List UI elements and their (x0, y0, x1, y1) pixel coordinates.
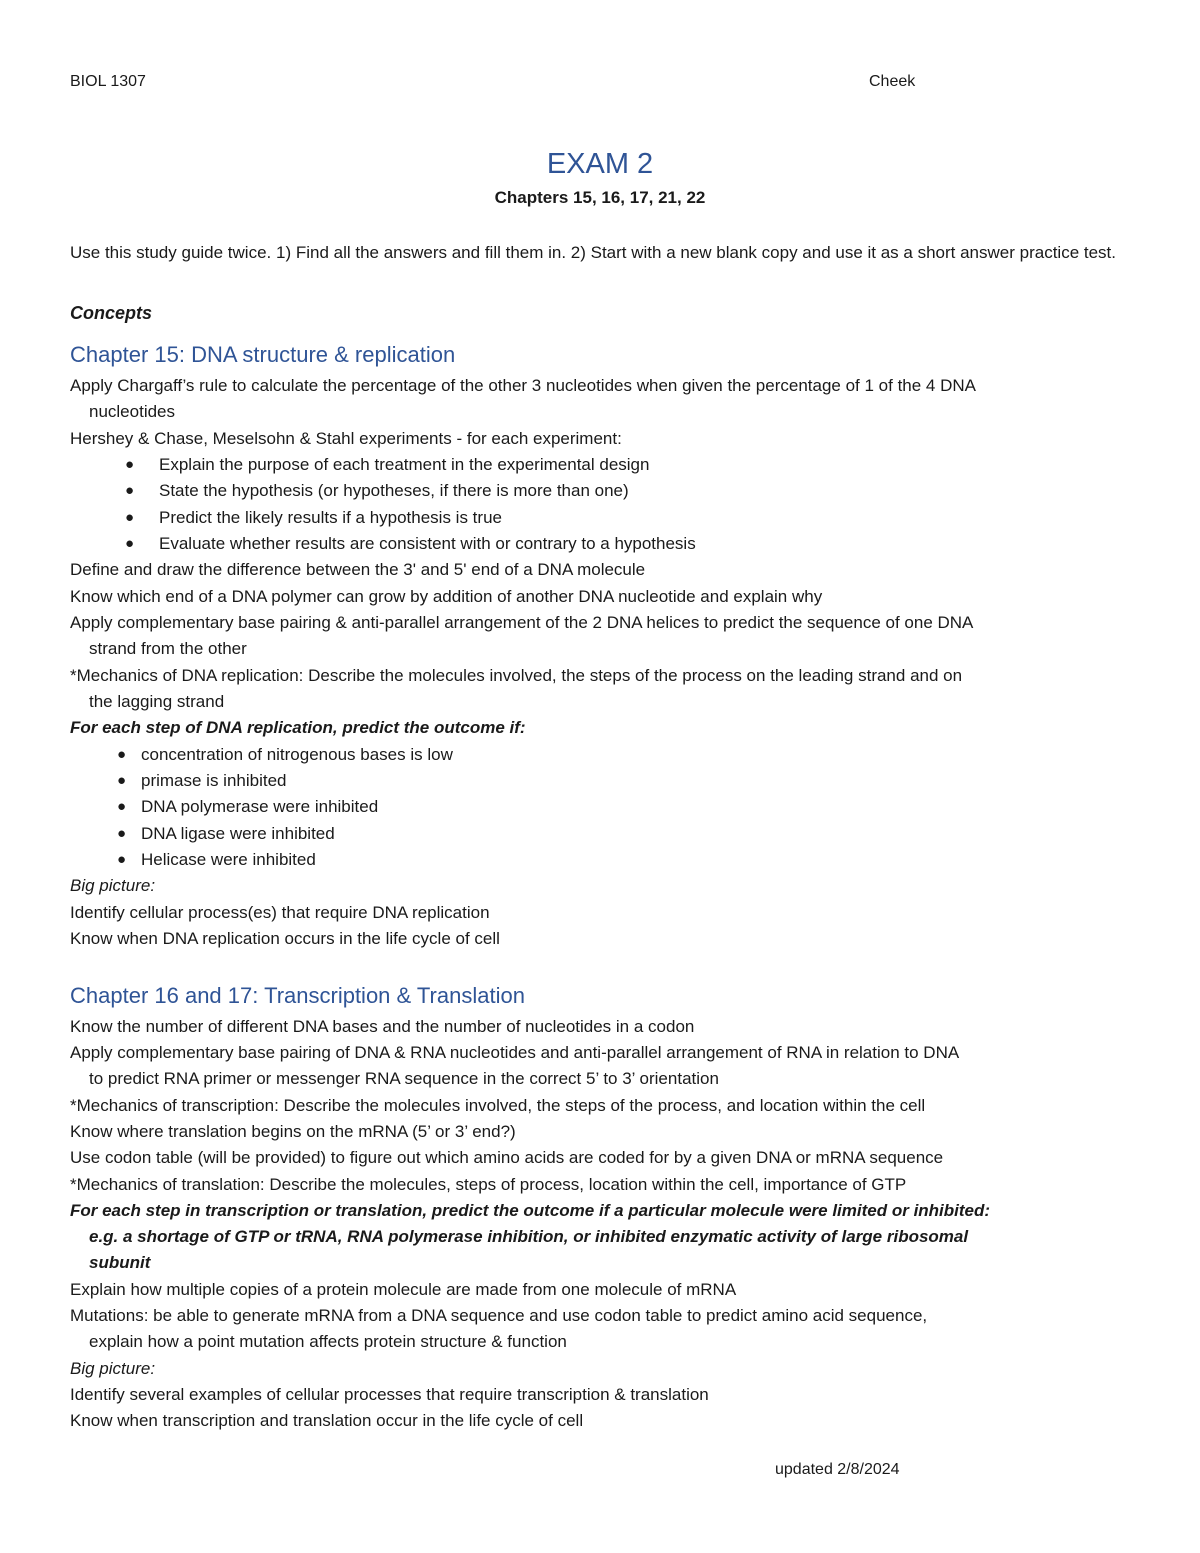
chapter-15-heading: Chapter 15: DNA structure & replication (70, 342, 456, 367)
body-line: Use codon table (will be provided) to figure out which amino acids are coded for by a given DNA or mRNA sequence (70, 1148, 944, 1167)
body-line-cont: to predict RNA primer or messenger RNA sequence in the correct 5’ to 3’ orientation (89, 1069, 719, 1088)
grow-line: Know which end of a DNA polymer can grow by addition of another DNA nucleotide and explain why (70, 587, 823, 606)
big-picture-label: Big picture: (70, 876, 156, 895)
body-line: Apply complementary base pairing of DNA & RNA nucleotides and anti-parallel arrangement of RNA in relation to DNA (70, 1043, 960, 1062)
bullet-icon: ● (117, 851, 127, 868)
predict-heading: For each step in transcription or translation, predict the outcome if a particular molecule were limited or inhibited: (70, 1201, 991, 1220)
updated-date: updated 2/8/2024 (775, 1461, 900, 1478)
list-item: ● Explain the purpose of each treatment in the experimental design (125, 455, 650, 474)
bullet-icon: ● (117, 798, 127, 815)
mechanics-line-cont: the lagging strand (89, 692, 225, 711)
predict-heading-cont: subunit (89, 1253, 151, 1272)
bullet-icon: ● (125, 456, 135, 473)
chargaff-line-cont: nucleotides (89, 402, 176, 421)
page-title: EXAM 2 (546, 148, 654, 180)
predict-heading-cont: e.g. a shortage of GTP or tRNA, RNA polymerase inhibition, or inhibited enzymatic activity of large ribosomal (89, 1227, 969, 1246)
list-item: ● Helicase were inhibited (117, 850, 316, 869)
ends-line: Define and draw the difference between the 3' and 5' end of a DNA molecule (70, 560, 646, 579)
experiments-line: Hershey & Chase, Meselsohn & Stahl experiments - for each experiment: (70, 429, 622, 448)
bullet-icon: ● (117, 825, 127, 842)
intro-paragraph: Use this study guide twice. 1) Find all the answers and fill them in. 2) Start with a new blank copy and use it as a short answer practice test. (70, 243, 1116, 262)
big-picture-line: Identify cellular process(es) that require DNA replication (70, 903, 490, 922)
bullet-icon: ● (125, 535, 135, 552)
page-subtitle: Chapters 15, 16, 17, 21, 22 (494, 188, 706, 207)
bullet-icon: ● (125, 482, 135, 499)
list-item: ● DNA ligase were inhibited (117, 824, 335, 843)
instructor-name: Cheek (869, 73, 916, 90)
pairing-line: Apply complementary base pairing & anti-parallel arrangement of the 2 DNA helices to predict the sequence of one DNA (70, 613, 974, 632)
pairing-line-cont: strand from the other (89, 639, 247, 658)
list-item: ● State the hypothesis (or hypotheses, if there is more than one) (125, 481, 629, 500)
big-picture-line: Know when transcription and translation occur in the life cycle of cell (70, 1411, 584, 1430)
list-item: ● primase is inhibited (117, 771, 287, 790)
big-picture-label: Big picture: (70, 1359, 156, 1378)
list-item: ● Evaluate whether results are consistent with or contrary to a hypothesis (125, 534, 696, 553)
course-code: BIOL 1307 (70, 73, 146, 90)
body-line: Know where translation begins on the mRNA (5’ or 3’ end?) (70, 1122, 516, 1141)
body-line: Mutations: be able to generate mRNA from a DNA sequence and use codon table to predict amino acid sequence, (70, 1306, 928, 1325)
list-item: ● Predict the likely results if a hypothesis is true (125, 508, 502, 527)
bullet-icon: ● (117, 746, 127, 763)
body-line: Know the number of different DNA bases and the number of nucleotides in a codon (70, 1017, 695, 1036)
mechanics-line: *Mechanics of DNA replication: Describe the molecules involved, the steps of the process on the leading strand and on (70, 666, 963, 685)
big-picture-line: Know when DNA replication occurs in the life cycle of cell (70, 929, 500, 948)
predict-heading: For each step of DNA replication, predict the outcome if: (70, 718, 526, 737)
bullet-icon: ● (117, 772, 127, 789)
body-line: *Mechanics of transcription: Describe the molecules involved, the steps of the process, and location within the cell (70, 1096, 926, 1115)
list-item: ● concentration of nitrogenous bases is low (117, 745, 453, 764)
chapter-16-17-heading: Chapter 16 and 17: Transcription & Translation (70, 983, 525, 1008)
bullet-icon: ● (125, 509, 135, 526)
list-item: ● DNA polymerase were inhibited (117, 797, 379, 816)
chargaff-line: Apply Chargaff’s rule to calculate the percentage of the other 3 nucleotides when given the percentage of 1 of the 4 DNA (70, 376, 976, 395)
big-picture-line: Identify several examples of cellular processes that require transcription & translation (70, 1385, 709, 1404)
concepts-label: Concepts (70, 303, 153, 323)
body-line-cont: explain how a point mutation affects protein structure & function (89, 1332, 567, 1351)
body-line: Explain how multiple copies of a protein molecule are made from one molecule of mRNA (70, 1280, 737, 1299)
body-line: *Mechanics of translation: Describe the molecules, steps of process, location within the cell, importance of GTP (70, 1175, 907, 1194)
